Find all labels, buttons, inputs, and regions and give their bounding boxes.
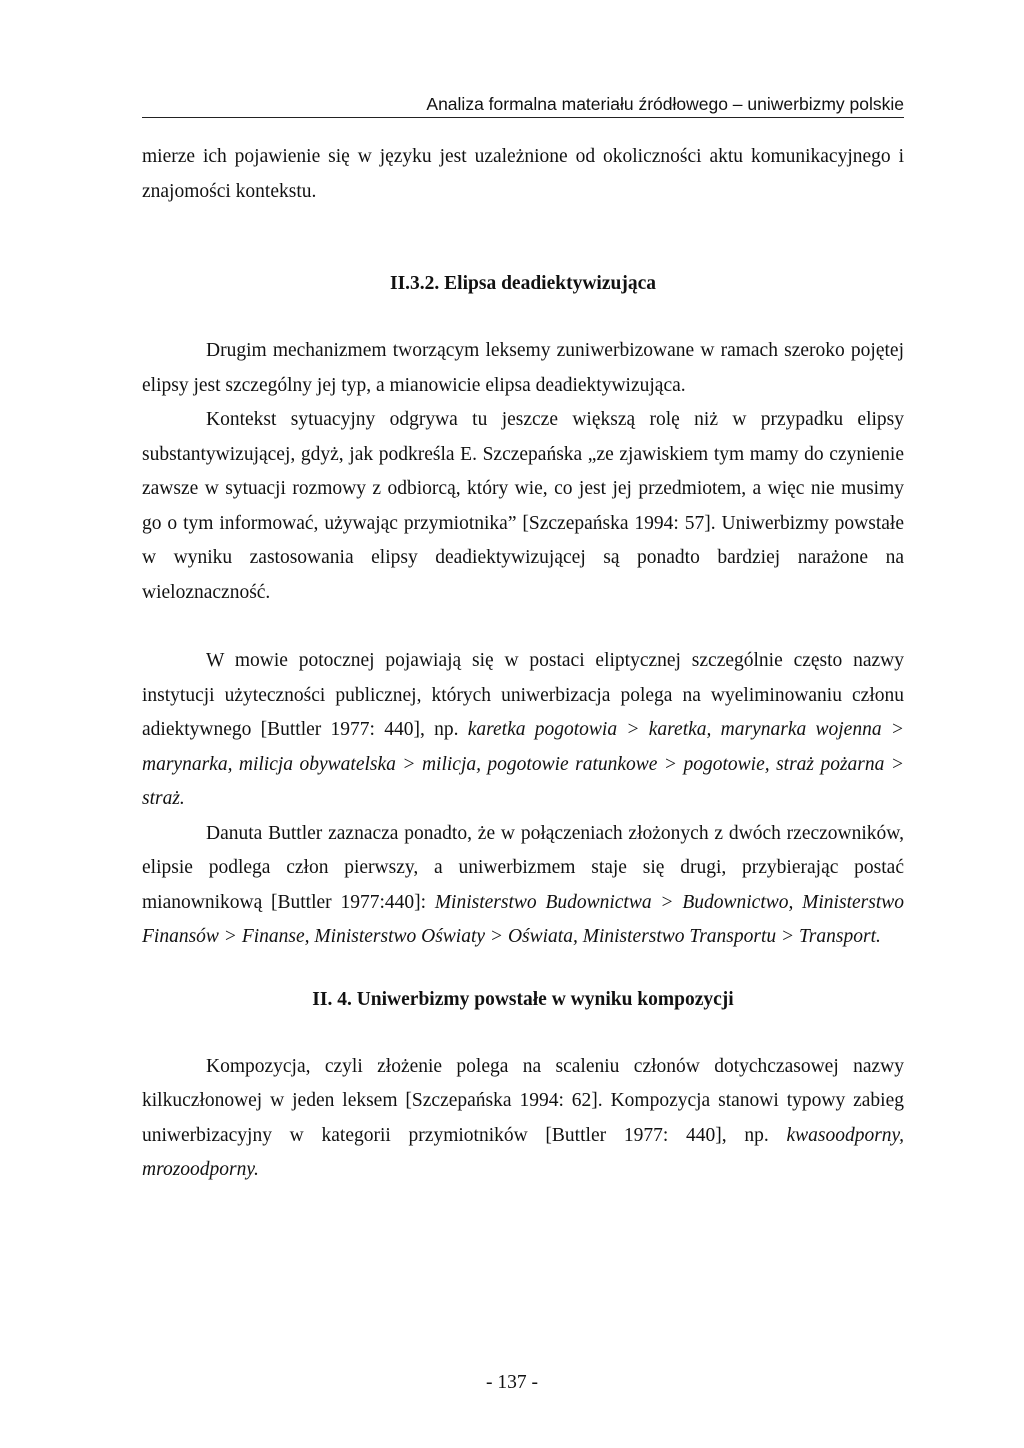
section-heading-kompozycja: II. 4. Uniwerbizmy powstałe w wyniku kompozycji	[312, 988, 734, 1010]
paragraph-text: W mowie potocznej pojawiają się w postaci eliptycznej szczególnie często nazwy instytucji użyteczności publicznej, których uniwerbizacja polega na wyeliminowaniu członu adiektywnego [Buttler 1977: 440], np.	[142, 650, 904, 740]
section-heading-elipsa: II.3.2. Elipsa deadiektywizująca	[390, 273, 656, 294]
paragraph-kontekst: Kontekst sytuacyjny odgrywa tu jeszcze większą rolę niż w przypadku elipsy substantywizującej, gdyż, jak podkreśla E. Szczepańska „ze zjawiskiem tym mamy do czynienie zawsze w sytuacji rozmowy z odbiorcą, który wie, co jest jej przedmiotem, a więc nie musimy go o tym informować, używając przymiotnika” [Szczepańska 1994: 57]. Uniwerbizmy powstałe w wyniku zastosowania elipsy deadiektywizującej są ponadto bardziej narażone na wieloznaczność.	[142, 409, 904, 603]
examples-italic: Ministerstwo Budownictwa > Budownictwo, Ministerstwo Finansów > Finanse, Ministerstwo Oświaty > Oświata, Ministerstwo Transportu > Transport.	[142, 891, 904, 947]
paragraph-buttler	[142, 817, 904, 955]
paragraph-text: Danuta Buttler zaznacza ponadto, że w połączeniach złożonych z dwóch rzeczowników, elipsie podlega człon pierwszy, a uniwerbizmem staje się drugi, przybierając postać mianownikową [Buttler 1977:440]:	[142, 822, 904, 913]
page-body	[142, 140, 904, 1188]
running-header: Analiza formalna materiału źródłowego – uniwerbizmy polskie	[142, 94, 904, 118]
page-number: - 137 -	[486, 1372, 538, 1393]
paragraph-kompozycja	[142, 1050, 904, 1188]
paragraph-continuation: mierze ich pojawienie się w języku jest uzależnione od okoliczności aktu komunikacyjnego i znajomości kontekstu.	[142, 146, 904, 202]
paragraph-text: Kompozycja, czyli złożenie polega na scaleniu członów dotychczasowej nazwy kilkuczłonowej w jeden leksem [Szczepańska 1994: 62]. Kompozycja stanowi typowy zabieg uniwerbizacyjny w kategorii przymiotników [Buttler 1977: 440], np.	[142, 1055, 904, 1146]
examples-italic: kwasoodporny, mrozoodporny.	[142, 1124, 904, 1180]
examples-italic: karetka pogotowia > karetka, marynarka wojenna > marynarka, milicja obywatelska > milicja, pogotowie ratunkowe > pogotowie, straż pożarna > straż.	[142, 719, 904, 809]
paragraph-elipsa-intro: Drugim mechanizmem tworzącym leksemy zuniwerbizowane w ramach szeroko pojętej elipsy jest szczególny jej typ, a mianowicie elipsa deadiektywizująca.	[142, 340, 904, 396]
paragraph-mowa-potoczna	[142, 644, 904, 817]
